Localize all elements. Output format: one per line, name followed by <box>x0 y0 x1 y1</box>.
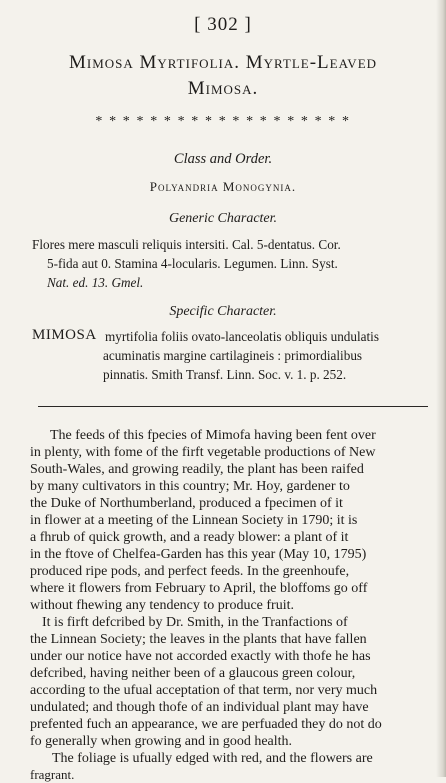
body-line: where it flowers from February to April, the bloffoms go off <box>30 581 368 596</box>
specific-character-line: pinnatis. Smith Transf. Linn. Soc. v. 1. p. 252. <box>103 367 347 382</box>
ornament-divider: * * * * * * * * * * * * * * * * * * * <box>95 114 351 129</box>
body-line: fo generally when growing and in good health. <box>30 734 293 749</box>
section-rule <box>38 406 428 407</box>
body-line: the Duke of Northumberland, produced a fpecimen of it <box>30 496 343 511</box>
body-line: undulated; and though thofe of an individual plant may have <box>30 700 369 715</box>
specific-character-line: myrtifolia foliis ovato-lanceolatis obliquis undulatis <box>105 329 379 344</box>
specific-character-heading: Specific Character. <box>169 304 277 319</box>
title-line-2: Mimosa. <box>187 78 259 99</box>
title-line-1: Mimosa Myrtifolia. Myrtle-Leaved <box>68 52 378 73</box>
page-edge-shadow <box>436 0 446 777</box>
body-line: in the ftove of Chelfea-Garden has this year (May 10, 1795) <box>30 547 367 562</box>
body-line: prefented fuch an appearance, we are perfuaded they do not do <box>30 717 382 732</box>
generic-character-line: Nat. ed. 13. Gmel. <box>47 275 144 290</box>
body-line: under our notice have not accorded exactly with thofe he has <box>30 649 371 664</box>
specific-character-line: acuminatis margine cartilagineis : primordialibus <box>103 348 363 363</box>
body-line: It is firft defcribed by Dr. Smith, in the Tranfactions of <box>42 615 348 630</box>
body-line: in flower at a meeting of the Linnean Society in 1790; it is <box>30 513 358 528</box>
body-line: fragrant. <box>30 767 75 782</box>
body-line: without fhewing any tendency to produce fruit. <box>30 598 294 613</box>
class-order-heading: Class and Order. <box>173 151 273 167</box>
plant-title <box>18 50 428 102</box>
generic-character-heading: Generic Character. <box>168 211 278 226</box>
body-line: The feeds of this fpecies of Mimofa having been fent over <box>50 428 376 443</box>
body-line: produced ripe pods, and perfect feeds. In the greenhoufe, <box>30 564 350 579</box>
generic-character-line: 5-fida aut 0. Stamina 4-locularis. Legumen. Linn. Syst. <box>47 256 338 271</box>
generic-character-line: Flores mere masculi reliquis intersiti. Cal. 5-dentatus. Cor. <box>32 237 341 252</box>
body-line: defcribed, having neither been of a glaucous green colour, <box>30 666 356 681</box>
body-line: The foliage is ufually edged with red, and the flowers are <box>52 751 373 766</box>
body-line: a fhrub of quick growth, and a ready blower: a plant of it <box>30 530 349 545</box>
body-line: South-Wales, and growing readily, the plant has been raifed <box>30 462 364 477</box>
page-number: [ 302 ] <box>194 14 252 35</box>
body-line: in plenty, with fome of the firft vegetable productions of New <box>30 445 376 460</box>
body-line: the Linnean Society; the leaves in the plants that have fallen <box>30 632 367 647</box>
class-order-value: Polyandria Monogynia. <box>149 179 297 194</box>
species-name: MIMOSA <box>32 327 97 343</box>
body-line: by many cultivators in this country; Mr. Hoy, gardener to <box>30 479 350 494</box>
body-line: according to the ufual acceptation of that term, nor very much <box>30 683 378 698</box>
